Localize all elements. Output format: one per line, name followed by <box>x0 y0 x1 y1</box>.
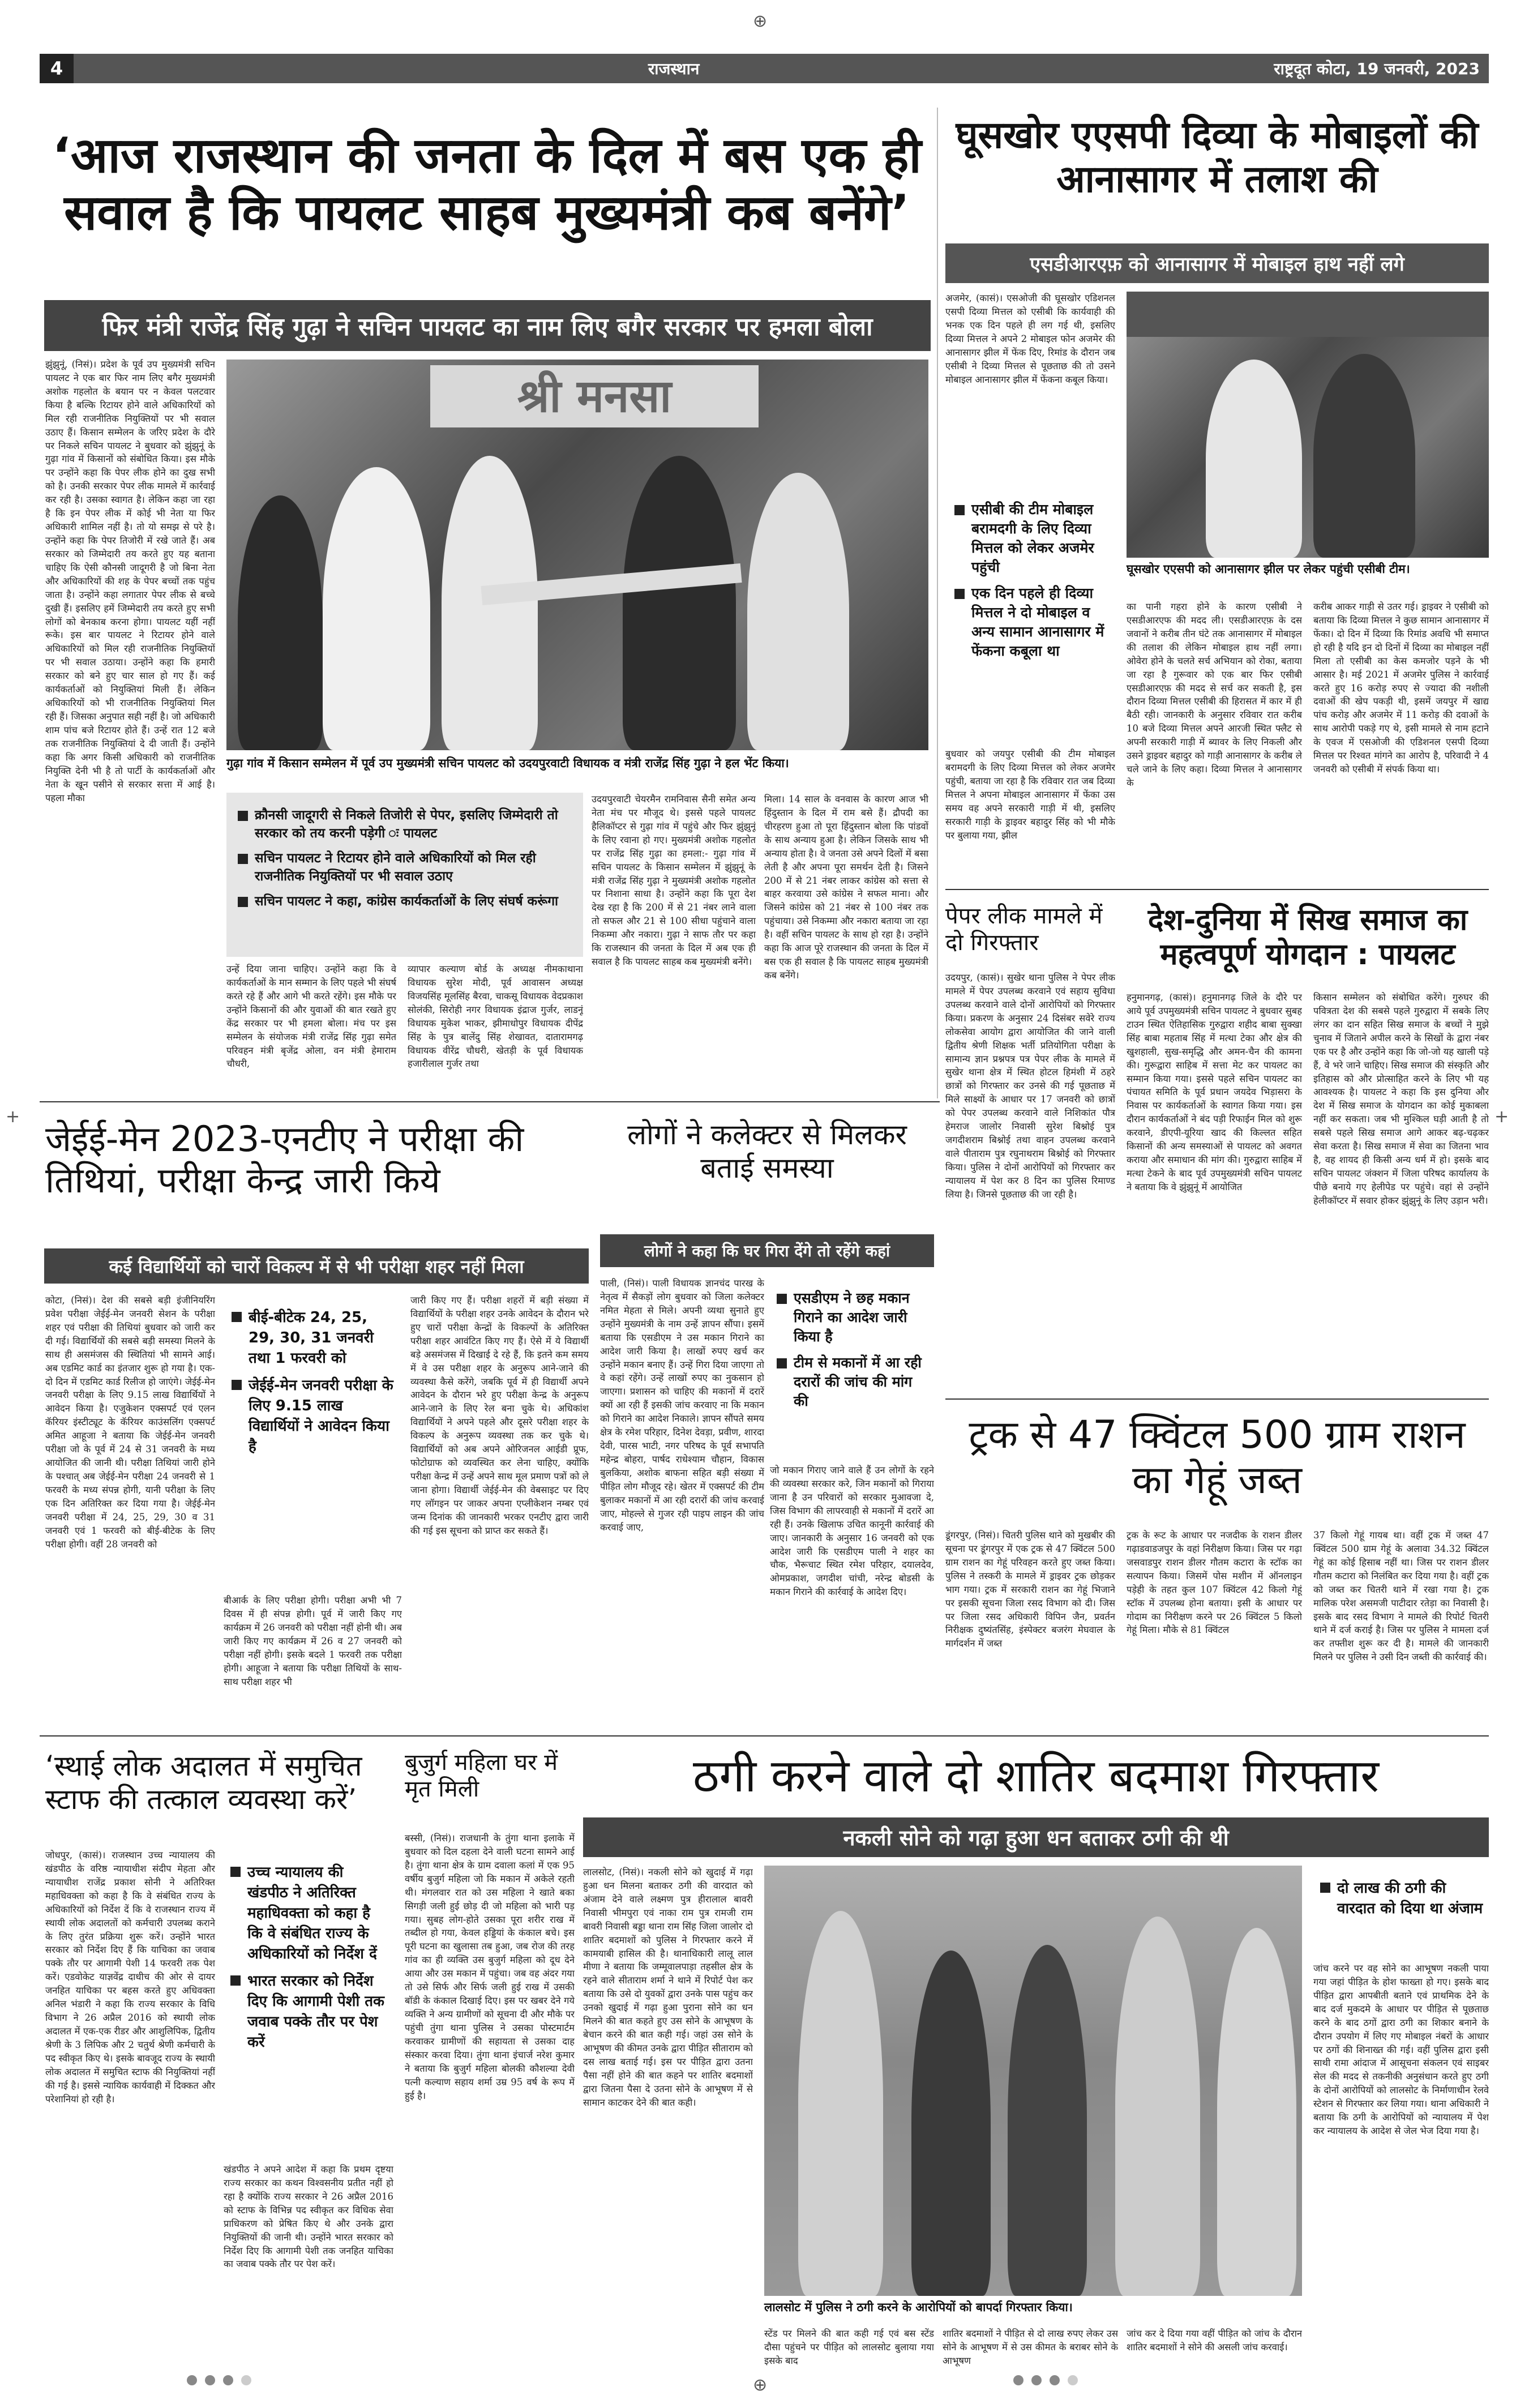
print-dots <box>1013 2375 1078 2385</box>
thagi-photo <box>764 1866 1302 2296</box>
wheat-headline: ट्रक से 47 क्विंटल 500 ग्राम राशन का गेहूं जब्त <box>969 1413 1466 1503</box>
divya-body-4: करीब आकर गाड़ी से उतर गई। ड्राइवर ने एसीबी को बताया कि दिव्या मित्तल ने कुछ सामान आनासागर में फेंका। दो दिन में दिव्या कि रिमांड अवधि भी समाप्त हो रही है यदि इन दो दिनों में दिव्या का मोबाइल नहीं मिला तो एसीबी का केस कमजोर पड़ने के भी आसार है। मई 2021 में अजमेर पुलिस ने कार्रवाई करते हुए 16 करोड़ रुपए से ज्यादा की नशीली दवाओं की खेप पकड़ी थी, इसमें जयपुर में खाद्य पांच करोड़ और अजमेर में 11 करोड़ की दवाओं के साथ आरोपी पकड़े गए थे, इसी मामले से नाम हटाने के एवज में एसओजी की एडिशनल एसपी दिव्या मित्तल पर रिश्वत मांगने का आरोप है, परिवादी ने 4 जनवरी को एसीबी में संपर्क किया था। <box>1313 601 1489 775</box>
highlight-item: क्रौनसी जादूगरी से निकले तिजोरी से पेपर, इसलिए जिम्मेदारी तो सरकार को तय करनी पड़ेगी ः पायलट <box>235 805 574 841</box>
highlight-item: टीम से मकानों में आ रही दरारों की जांच की मांग की <box>774 1353 930 1410</box>
jee-body-2: बीआर्क के लिए परीक्षा होगी। परीक्षा अभी भी 7 दिवस में ही संपन्न होगी। पूर्व में जारी किए गए कार्यक्रम में 26 जनवरी को परीक्षा नहीं होनी थी। अब जारी किए गए कार्यक्रम में 26 व 27 जनवरी को परीक्षा नहीं होगी। इसके बदले 1 फरवरी तक परीक्षा होगी। आहूजा ने बताया कि परीक्षा तिथियों के साथ-साथ परीक्षा शहर भी <box>224 1595 402 1687</box>
thagi-highlights <box>1313 1866 1489 1956</box>
jee-subhead: कई विद्यार्थियों को चारों विकल्प में से भी परीक्षा शहर नहीं मिला <box>44 1248 589 1284</box>
elderly-headline: बुजुर्ग महिला घर में मृत मिली <box>405 1750 558 1803</box>
edition-date: राष्ट्रदूत कोटा, 19 जनवरी, 2023 <box>1274 59 1480 78</box>
divya-highlights <box>945 487 1115 739</box>
divya-headline: घूसखोर एएसपी दिव्या के मोबाइलों की आनासागर में तलाश की <box>956 113 1479 201</box>
pilot-body-c4: मिला। 14 साल के वनवास के कारण आज भी हिंदुस्तान के दिल में राम बसे हैं। द्रौपदी का चीरहरण हुआ तो पूरा हिंदुस्तान बोला कि पांडवों के साथ अन्याय हुआ है। लेकिन जिसके साथ भी अन्याय होता है। वे जनता उसे अपने दिलों में बसा लेती है और अपना पूरा समर्थन देती है। जिसने 200 में से 21 नंबर लाकर कांग्रेस को सत्ता से बाहर करवाया उसे कांग्रेस ने सफल माना। और जिसने कांग्रेस को 21 नंबर से 100 नंबर तक पहुंचाया। उसे निकम्मा और नकारा बताया जा रहा है। वहीं सचिन पायलट के साथ हो रहा है। उन्होंने कहा कि आज पूरे राजस्थान की जनता के दिल में बस एक ही सवाल है कि पायलट साहब मुख्यमंत्री कब बनेंगे। <box>764 794 928 981</box>
divya-photo-caption: घूसखोर एएसपी को आनासागर झील पर लेकर पहुंची एसीबी टीम। <box>1127 562 1410 576</box>
sikh-headline: देश-दुनिया में सिख समाज का महत्वपूर्ण योगदान : पायलट <box>1147 903 1468 972</box>
pilot-subhead: फिर मंत्री राजेंद्र सिंह गुढ़ा ने सचिन पायलट का नाम लिए बगैर सरकार पर हमला बोला <box>44 300 931 351</box>
divya-body-3: का पानी गहरा होने के कारण एसीबी ने एसडीआरएफ की मदद ली। एसडीआरएफ़ के दस जवानों ने करीब तीन घंटे तक आनासागर में मोबाइल की तलाश की लेकिन मोबाइल हाथ नहीं लगा। ओवेरा होने के चलते सर्च अभियान को रोका, बताया जा रहा है गुरूवार को एक बार फिर एसीबी एसडीआरएफ़ की मदद से सर्च कर सकती है, इस दौरान दिव्या मित्तल एसीबी की हिरासत में कार में ही बैठी रही। जानकारी के अनुसार रविवार रात करीब 10 बजे दिव्या मित्तल अपने आरजी स्थित फ्लैट से अपनी सरकारी गाड़ी में ब्यावर के लिए निकली और उसने ड्राइवर बहादुर को गाड़ी आनासागर के करीब ले चले जाने के लिए कहा। दिव्या मित्तल ने आनासागर के <box>1127 601 1302 788</box>
lokadalat-body-1: जोधपुर, (कासं)। राजस्थान उच्च न्यायालय की खंडपीठ के वरिष्ठ न्यायाधीश संदीप मेहता और न्यायाधीश राजेंद्र प्रकाश सोनी ने अतिरिक्त महाधिवक्ता को कहा है कि वे संबंधित राज्य के अधिकारियों को निर्देश दें कि वे राजस्थान राज्य में स्थायी लोक अदालतों को कर्मचारी उपलब्ध कराने के लिए तुरंत प्रक्रिया शुरू करें। उन्होंने भारत सरकार को निर्देश दिए हैं कि याचिका का जवाब पक्के तौर पर आगामी पेशी 14 फरवरी तक पेश करें। एडवोकेट याज्ञवेंद्र दाधीच की ओर से दायर जनहित याचिका पर बहस करते हुए अधिवक्ता अनिल भंडारी ने कहा कि राज्य सरकार के विधि विभाग ने 26 अप्रैल 2016 को स्थायी लोक अदालत में एक-एक रीडर और आशुलिपिक, द्वितीय श्रेणी के 3 लिपिक और 2 चतुर्थ श्रेणी कर्मचारी के पद स्वीकृत किए थे। इसके बावजूद राज्य के स्थायी लोक अदालत में समुचित स्टाफ की नियुक्तियां नहीं की गई है। इससे न्यायिक कार्यवाही में दिक्कत और परेशानियां हो रही है। <box>45 1850 215 2105</box>
highlight-item: जेईई-मेन जनवरी परीक्षा के लिए 9.15 लाख विद्यार्थियों ने आवेदन किया है <box>229 1374 396 1456</box>
wheat-body-3: 37 किलो गेहूं गायब था। वहीं ट्रक में जब्त 47 क्विंटल 500 ग्राम गेहूं के अलावा 34.32 क्विंटल गेहूं का कोई हिसाब नहीं था। जिस पर राशन डीलर गौतम कटारा को निलंबित कर दिया गया है। वहीं ट्रक को जब्त कर चितरी थाने में रखा गया है। ट्रक मालिक परेश असमजी पाटीदार रतेड़ा का निवासी है। इसके बाद रसद विभाग ने मामले की रिपोर्ट चितरी थाने में दर्ज कराई है। जिस पर पुलिस ने मामला दर्ज कर तफ्तीश शुरू कर दी है। मामले की जानकारी मिलने पर पुलिस ने उसी दिन जब्ती की कार्रवाई की। <box>1313 1530 1489 1663</box>
lokadalat-highlights <box>224 1849 393 2157</box>
pilot-highlights <box>226 793 583 957</box>
wheat-body-1: डूंगरपुर, (निसं)। चितरी पुलिस थाने को मुखबीर की सूचना पर डूंगरपुर में एक ट्रक से 47 क्विंटल 500 ग्राम राशन का गेहूं परिवहन करते हुए जब्त किया। पुलिस ने तस्करी के मामले में ड्राइवर ट्रक छोड़कर भाग गया। ट्रक में सरकारी राशन का गेहूं भिजाने पर इसकी सूचना जिला रसद विभाग को दी। जिस पर जिला रसद अधिकारी विपिन जैन, प्रवर्तन निरीक्षक दुष्यंतसिंह, इंस्पेक्टर बजरंग मेघवाल के मार्गदर्शन में जब्त <box>945 1530 1115 1649</box>
highlight-item: सचिन पायलट ने कहा, कांग्रेस कार्यकर्ताओं के लिए संघर्ष करूंगा <box>235 891 574 909</box>
jee-headline: जेईई-मेन 2023-एनटीए ने परीक्षा की तिथियां, परीक्षा केन्द्र जारी किये <box>45 1118 524 1201</box>
thagi-photo-caption: लालसोट में पुलिस ने ठगी करने के आरोपियों को बापर्दा गिरफ्तार किया। <box>764 2300 1073 2314</box>
pilot-body-c1: उन्हें दिया जाना चाहिए। उन्होंने कहा कि वे कार्यकर्ताओं के मान सम्मान के लिए पहले भी संघर्ष करते रहे हैं और आगे भी करते रहेंगे। इस मौके पर उन्होंने किसानों की और युवाओं की बात रखते हुए केंद्र सरकार पर भी हमला बोला। मंच पर इस सम्मेलन के संयोजक मंत्री राजेंद्र सिंह गुढ़ा समेत परिवहन मंत्री बृजेंद्र ओला, वन मंत्री हेमाराम चौधरी, <box>226 964 396 1070</box>
divya-body-1: अजमेर, (कासं)। एसओजी की घूसखोर एडिशनल एसपी दिव्या मित्तल को एसीबी कि कार्यवाही की भनक एक दिन पहले ही लग गई थी, इसलिए दिव्या मित्तल ने अपने 2 मोबाइल फोन अजमेर की आनासागर झील में फेंक दिए, रिमांड के दौरान जब एसीबी ने दिव्या मित्तल से पूछताछ की तो उसने मोबाइल आनासागर झील में फेंकना कबूल किया। <box>945 293 1115 385</box>
sikh-body-2: किसान सम्मेलन को संबोधित करेंगे। गुरुघर की पवित्रता देश की सबसे पहले गुरुद्वारा में सबके लिए लंगर का दान सहित सिख समाज के बच्चों ने मुझे चुनाव में जिताने अपील करने के सिखों के द्वारा नंबर एक पर है और उन्होंने कहा कि जो-जो यह खाली पड़े हैं, वे भरे जाने चाहिए। सिख समाज की संस्कृति और इतिहास को और प्रोत्साहित करने के लिए भी यह आवश्यक है। पायलट ने कहा कि इस दुनिया और देश में सिख समाज के योगदान का कोई मुकाबला नहीं कर सकता। जब भी मुश्किल घड़ी आती है तो सबसे पहले सिख समाज आगे आकर बढ़-चढ़कर सेवा करता है। सिख समाज में सेवा का जितना भाव है, वह शायद ही किसी अन्य धर्म में हो। इसके बाद सचिन पायलट जंक्शन में जिला परिषद कार्यालय के पीछे बनाये गए हेलीपेड पर पहुंचे। वहां से उन्होंने हेलीकॉप्टर में सवार होकर झुंझुनूं के लिए उड़ान भरी। <box>1313 992 1489 1206</box>
highlight-item: उच्च न्यायालय की खंडपीठ ने अतिरिक्त महाधिवक्ता को कहा है कि वे संबंधित राज्य के अधिकारियों को निर्देश दें <box>228 1861 389 1963</box>
highlight-item: एसडीएम ने छह मकान गिराने का आदेश जारी किया है <box>774 1288 930 1346</box>
paperleak-headline: पेपर लीक मामले में दो गिरफ्तार <box>945 903 1103 956</box>
thagi-body-5: जांच कर दे दिया गया वहीं पीड़ित को जांच के दौरान शातिर बदमाशों ने सोने की असली जांच करवाई। <box>1127 2328 1302 2353</box>
thagi-headline: ठगी करने वाले दो शातिर बदमाश गिरफ्तार <box>693 1750 1379 1802</box>
thagi-subhead: नकली सोने को गढ़ा हुआ धन बताकर ठगी की थी <box>583 1817 1489 1857</box>
paperleak-body: उदयपुर, (कासं)। सुखेर थाना पुलिस ने पेपर लीक मामले में पेपर उपलब्ध करवाने एवं सहाय सुविधा उपलब्ध करवाने वाले दोनों आरोपियों को गिरफ्तार किया। प्रकरण के अनुसार 24 दिसंबर सवेरे राज्य लोकसेवा आयोग द्वारा आयोजित की जाने वाली द्वितीय श्रेणी शिक्षक भर्ती प्रतियोगिता परीक्षा के सामान्य ज्ञान प्रश्नपत्र पत्र पेपर लीक के मामले में सुखेर थाना क्षेत्र में स्थित होटल हिमंशी में ठहरे छात्रों को गिरफ्तार कर उनसे की गई पूछताछ में मिले साक्ष्यों के आधार पर 17 जनवरी को छात्रों को पेपर उपलब्ध करवाने वाले निशिकांत पौत्र हेमराज जालोर निवासी सुरेश बिश्नोई पुत्र जगदीशराम बिश्नोई तथा वाहन उपलब्ध करवाने वाले पीताराम पुत्र रघुनाथराम बिश्नोई को गिरफ्तार किया। पुलिस ने दोनों आरोपियों को गिरफ्तार कर न्यायालय में पेश कर 8 दिन का पुलिस रिमाण्ड लिया है। जिनसे पूछताछ की जा रही है। <box>945 972 1115 1200</box>
jee-highlights <box>224 1294 402 1588</box>
highlight-item: एसीबी की टीम मोबाइल बरामदगी के लिए दिव्या मित्तल को लेकर अजमेर पहुंची <box>952 499 1108 576</box>
collector-subhead: लोगों ने कहा कि घर गिरा देंगे तो रहेंगे कहां <box>600 1234 934 1267</box>
wheat-body-2: ट्रक के रूट के आधार पर नजदीक के राशन डीलर गढ़ाडवाडजपुर के वहां निरीक्षण किया। जिस पर गढ़ा जसवाडपुर राशन डीलर गौतम कटारा के स्टॉक का सत्यापन किया। जिसमें पोस मशीन में ऑनलाइन पड़ेही के तहत कुल 107 क्विंटल 42 किलो गेहूं स्टॉक में उपलब्ध होना बताया। इसी के आधार पर गोदाम का निरीक्षण करने पर 26 क्विंटल 5 किलो गेहूं मिला। मौके से 81 क्विंटल <box>1127 1530 1302 1636</box>
registration-mark: ⊕ <box>753 2375 768 2395</box>
pilot-body-left: झुंझुनूं, (निसं)। प्रदेश के पूर्व उप मुख्यमंत्री सचिन पायलट ने एक बार फिर नाम लिए बगैर मुख्यमंत्री अशोक गहलोत के बयान पर न केवल पलटवार किया है बल्कि रिटायर होने वाले अधिकारियों को मिल रही राजनीतिक नियुक्तियों पर भी सवाल उठाए हैं। किसान सम्मेलन के जरिए प्रदेश के दौरे पर निकले सचिन पायलट ने बुधवार को झुंझुनूं के गुढ़ा गांव में किसानों को संबोधित किया। इस मौके पर उन्होंने कहा कि पेपर लीक होने का दुख सभी को है। उनकी सरकार पेपर लीक मामले में कार्रवाई कर रही है। उसका स्वागत है। लेकिन कहा जा रहा है कि इन पेपर लीक में कोई भी नेता या फिर अधिकारी शामिल नहीं है। तो यो समझ से परे है। उन्होंने कहा कि पेपर तिजोरी में रखे जाते हैं। अब सरकार को जिम्मेदारी तय करते हुए यह बताना चाहिए कि ऐसी कौनसी जादूगरी है जो बिना नेता और अधिकारियों की शह के पेपर बच्चों तक पहुंच जाता है। उन्होंने कहा लगातार पेपर लीक से बच्चे दुखी हैं। इसलिए हमें जिम्मेदारी तय करते हुए सभी लोगों को बेनकाब करना होगा। पायलट यहीं नहीं रूके। इस बार पायलट ने रिटायर होने वाले अधिकारियों को मिल रही राजनीतिक नियुक्तियों पर भी सवाल उठाया। उन्होंने कहा कि हमारी सरकार को बने हुए चार साल हो गए हैं। कई कार्यकर्ताओं को नियुक्तियां मिली हैं। लेकिन अधिकारियों को भी राजनीतिक नियुक्तियां मिल रही हैं। जिसका अनुपात सही नहीं है। जो अधिकारी शाम पांच बजे रिटायर होते हैं। उन्हें रात 12 बजे तक राजनीतिक नियुक्तियां दे दी जाती हैं। उन्होंने कहा कि अगर किसी अधिकारी को राजनीतिक नियुक्ति देनी भी है तो पार्टी के कार्यकर्ताओं और नेता के खून पसीने से सरकार सत्ता में आई है। पहला मौका <box>45 359 215 803</box>
pilot-headline: ‘आज राजस्थान की जनता के दिल में बस एक ही सवाल है कि पायलट साहब मुख्यमंत्री कब बनेंगे’ <box>52 127 922 242</box>
sikh-body-1: हनुमानगढ़, (कासं)। हनुमानगढ़ जिले के दौरे पर आये पूर्व उपमुख्यमंत्री सचिन पायलट ने बुधवार सुबह टाउन स्थित ऐतिहासिक गुरुद्वारा शहीद बाबा सुक्खा सिंह बाबा महताब सिंह में मत्था टेका और क्षेत्र की खुशहाली, सुख-समृद्धि और अमन-चैन की कामना की। गुरूद्वारा साहिब में सत्ता मेट कर पायलट का सम्मान किया गया। इससे पहले सचिन पायलट का पंचायत समिति के पूर्व प्रधान जयदेव भिड़ासरा के निवास पर कार्यकर्ताओं के स्वागत किया गया। इस दौरान कार्यकर्ताओं ने बंद पड़ी रिफाईन मिल को शुरू करवाने, डीएपी-यूरिया खाद की किल्लत सहित किसानों की अन्य समस्याओं से पायलट को अवगत कराया और समाधान की मांग की। गुरुद्वारा साहिब में मत्था टेकने के बाद पूर्व उपमुख्यमंत्री सचिन पायलट ने बताया कि वे झुंझुनूं में आयोजित <box>1127 992 1302 1192</box>
registration-mark: ⊕ <box>753 11 768 31</box>
thagi-body-3: स्टेंड पर मिलने की बात कही गई एवं बस स्टेंड दौसा पहुंचने पर पीड़ित को लालसोट बुलाया गया इसके बाद <box>764 2328 934 2366</box>
print-dots <box>187 2375 251 2385</box>
collector-body-1: पाली, (निसं)। पाली विधायक ज्ञानचंद पारख के नेतृत्व में सैकड़ों लोग बुधवार को जिला कलेक्टर नमित मेहता से मिले। अपनी व्यथा सुनाते हुए उन्होंने मुख्यमंत्री के नाम उन्हें ज्ञापन सौंपा। इसमें बताया कि एसडीएम ने उस मकान गिराने का आदेश जारी किया है। लाखों रुपए खर्च कर उन्होंने मकान बनाए हैं। उन्हें गिरा दिया जाएगा तो वे कहां रहेंगे। उन्हें लाखों रुपए का नुकसान हो जाएगा। प्रशासन को चाहिए की मकानों में दरारें क्यों आ रही हैं इसकी जांच करवाए ना कि मकान को गिराने का आदेश निकाले। ज्ञापन सौंपते समय क्षेत्र के रमेश परिहार, दिनेश देवड़ा, प्रवीण, शारदा देवी, पारस भाटी, नगर परिषद के पूर्व सभापति महेन्द्र बोहरा, पार्षद राधेश्याम चौहान, विकास बुलकिया, अशोक बाफना सहित बड़ी संख्या में पीड़ित लोग मौजूद रहे। खेतर में एक्सपर्ट की टीम बुलाकर मकानों में आ रही दरारों की जांच करवाई जाए, मोहल्ले से गुजर रही पाइप लाइन की जांच करवाई जाए, <box>600 1278 764 1533</box>
jee-body-3: जारी किए गए हैं। परीक्षा शहरों में बड़ी संख्या में विद्यार्थियों के परीक्षा शहर उनके आवेदन के दौरान भरे हुए चारों परीक्षा केन्द्रों के विकल्पों के अतिरिक्त परीक्षा शहर आवंटित किए गए हैं। ऐसे में ये विद्यार्थी बड़े असमंजस में दिखाई दे रहे हैं, कि इतने कम समय में वे उस परीक्षा शहर के अनुरूप आने-जाने की व्यवस्था कैसे करेंगे, जबकि पूर्व में ही विद्यार्थी अपने आवेदन के दौरान भरे हुए परीक्षा केन्द्र के अनुरूप आने-जाने के लिए रेल बना चुके थे। अधिकांश विद्यार्थियों ने अपने पहले और दूसरे परीक्षा शहर के विकल्प के अनुरूप व्यवस्था तक कर चुके थे। विद्यार्थियों को अब अपने ओरिजनल आईडी प्रूफ, फोटोग्राफ को व्यवस्थित कर लेना चाहिए, क्योंकि परीक्षा केन्द्र में उन्हें अपने साथ मूल प्रमाण पत्रों को ले जाना होगा। विद्यार्थी जेईई-मेन की वेबसाइट पर दिए गए लॉगइन पर जाकर अपना एप्लीकेशन नम्बर एवं जन्म दिनांक की जानकारी भरकर एनटीए द्वारा जारी की गई इस सूचना को प्राप्त कर सकते हैं। <box>410 1295 589 1536</box>
page-number: 4 <box>40 54 74 83</box>
section-name: राजस्थान <box>648 59 700 78</box>
jee-body-1: कोटा, (निसं)। देश की सबसे बड़ी इंजीनियरिंग प्रवेश परीक्षा जेईई-मेन जनवरी सेशन के परीक्षा शहर एवं परीक्षा की तिथियां बुधवार को जारी कर दी गई। विद्यार्थियों की सबसे बड़ी समस्या मिलने के साथ ही असमंजस की स्थितियां भी सामने आई। अब एडमिट कार्ड का इंतजार शुरू हो गया है। एक-दो दिन में एडमिट कार्ड रिलीज हो जाएंगे। जेईई-मेन जनवरी परीक्षा के लिए 9.15 लाख विद्यार्थियों ने आवेदन किया है। एजुकेशन एक्सपर्ट एवं एलन कॅरियर इंस्टीट्यूट के कॅरियर काउंसलिंग एक्सपर्ट अमित आहूजा ने बताया कि जेईई-मेन जनवरी परीक्षा जो के पूर्व में 24 से 31 जनवरी के मध्य आयोजित की जानी थी। परीक्षा तिथियां जारी होने के पश्चात् अब जेईई-मेन परीक्षा 24 जनवरी से 1 फरवरी के मध्य संपन्न होगी, यानी परीक्षा के लिए एक दिन अतिरिक्त कर दिया गया है। जेईई-मेन जनवरी परीक्षा में 24, 25, 29, 30 व 31 जनवरी एवं 1 फरवरी को बीई-बीटेक के लिए परीक्षा होगी। वहीं 28 जनवरी को <box>45 1295 215 1550</box>
pilot-body-c2: व्यापार कल्याण बोर्ड के अध्यक्ष नीमकाथाना विधायक सुरेश मोदी, पूर्व आवासन अध्यक्ष विजयसिंह मूलसिंह बैरवा, चाकसू विधायक वेदप्रकाश सोलंकी, सिरोही नगर विधायक इंद्राज गुर्जर, लाडनूं विधायक मुकेश भाकर, झीमाधोपुर विधायक दीपेंद्र सिंह के पुत्र बालेंदु सिंह शेखावत, दातारामगढ़ विधायक वीरेंद्र चौधरी, खेतड़ी के पूर्व विधायक हजारीलाल गुर्जर तथा <box>408 964 583 1070</box>
highlight-item: भारत सरकार को निर्देश दिए कि आगामी पेशी तक जवाब पक्के तौर पर पेश करें <box>228 1970 389 2051</box>
thagi-body-4: शातिर बदमाशों ने पीड़ित से दो लाख रुपए लेकर उस सोने के आभूषण में से उस कीमत के बराबर सोने के आभूषण <box>943 2328 1118 2366</box>
lokadalat-headline: ‘स्थाई लोक अदालत में समुचित स्टाफ की तत्काल व्यवस्था करें’ <box>45 1750 362 1816</box>
lokadalat-body-2: खंडपीठ ने अपने आदेश में कहा कि प्रथम दृष्टया राज्य सरकार का कथन विश्वसनीय प्रतीत नहीं हो रहा है क्योंकि राज्य सरकार ने 26 अप्रैल 2016 को स्टाफ के विभिन्न पद स्वीकृत कर विधिक सेवा प्राधिकरण को प्रेषित किए थे और उनके द्वारा नियुक्तियों की जानी थी। उन्होंने भारत सरकार को निर्देश दिए कि आगामी पेशी तक जनहित याचिका का जवाब पक्के तौर पर पेश करें। <box>224 2164 393 2270</box>
pilot-photo-caption: गुढ़ा गांव में किसान सम्मेलन में पूर्व उप मुख्यमंत्री सचिन पायलट को उदयपुरवाटी विधायक व मंत्री राजेंद्र सिंह गुढ़ा ने हल भेंट किया। <box>226 756 789 770</box>
pilot-body-c3: उदयपुरवाटी चेयरमैन रामनिवास सैनी समेत अन्य नेता मंच पर मौजूद थे। इससे पहले पायलट हैलिकॉप्टर से गुढ़ा गांव में पहुंचे और फिर झुंझुनूं के लिए रवाना हो गए। मुख्यमंत्री अशोक गहलोत पर राजेंद्र सिंह गुढ़ा का हमला:- गुढ़ा गांव में सचिन पायलट के किसान सम्मेलन में झुंझुनूं के मंत्री राजेंद्र सिंह गुढ़ा ने मुख्यमंत्री अशोक गहलोत पर निशाना साधा है। उन्होंने कहा कि पूरा देश देख रहा है कि 200 में से 21 नंबर लाने वाला तो सफल और 21 से 100 सीधा पहुंचाने वाला निकम्मा और नकारा। गुढ़ा ने साफ तौर पर कहा कि राजस्थान की जनता के दिल में अब एक ही सवाल है कि पायलट साहब कब मुख्यमंत्री बनेंगे। <box>592 794 756 968</box>
pilot-photo <box>226 360 928 750</box>
divya-body-2: बुधवार को जयपुर एसीबी की टीम मोबाइल बरामदगी के लिए दिव्या मित्तल को लेकर अजमेर पहुंची, बताया जा रहा है कि रविवार रात जब दिव्या मित्तल ने अपना मोबाइल आनासागर में फेंका उस समय वह अपने सरकारी गाड़ी में थी, इसलिए सरकारी गाड़ी के ड्राइवर बहादुर सिंह को भी मौके पर बुलाया गया, झील <box>945 749 1115 841</box>
highlight-item: एक दिन पहले ही दिव्या मित्तल ने दो मोबाइल व अन्य सामान आनासागर में फेंकना कबूला था <box>952 583 1108 660</box>
thagi-body-2: जांच करने पर वह सोने का आभूषण नकली पाया गया जहां पीड़ित के होश फाख्ता हो गए। इसके बाद पीड़ित द्वारा आपबीती बताने एवं प्राथमिक देने के बाद दर्ज मुकदमे के आधार पर पीड़ित से पूछताछ करने के बाद ठगों द्वारा ठगी का शिकार बनाने के दौरान उपयोग में लिए गए मोबाइल नंबरों के आधार पर ठगों की शिनाख्त की गई। वहीं पुलिस द्वारा इसी साथी रामा आंदाज में आसूचना संकलन एवं साइबर सेल की मदद से तकनीकी अनुसंधान करते हुए ठगी के दोनों आरोपियों को लालसोट के निर्माणाधीन रेलवे स्टेशन से गिरफ्तार कर लिया गया। थाना अधिकारी ने बताया कि ठगी के आरोपियों को न्यायालय में पेश कर न्यायालय के आदेश से जेल भेज दिया गया है। <box>1313 1963 1489 2137</box>
registration-mark: + <box>1494 1107 1509 1127</box>
elderly-body: बस्सी, (निसं)। राजधानी के तुंगा थाना इलाके में बुधवार को दिल दहला देने वाली घटना सामने आई है। तुंगा थाना क्षेत्र के ग्राम दवाला कलां में एक 95 वर्षीय बुजुर्ग महिला जो कि मकान में अकेले रहती थी। मंगलवार रात को उस महिला ने खाते बका सिगड़ी जली हुई छोड़ दी जो महिला को भारी पड़ गया। सुबह लोग-होते उसका पूरा शरीर राख में तब्दील हो गया, केवल हड्डियां के कंकाल बचे। इस पूरी घटना का खुलासा तब हुआ, जब रोज की तरह गांव का ही व्यक्ति उस बुजुर्ग महिला को दूध देने आया और उस मकान में पहुंचा। जब वह अंदर गया तो उसे सिर्फ और सिर्फ जली हुई राख में उसकी बॉडी के कंकाल दिखाई दिए। इस पर खबर देने गये व्यक्ति ने अन्य ग्रामीणों को सूचना दी और मौके पर पहुंची तुंगा थाना पुलिस ने उसका पोस्टमार्टम करवाकर ग्रामीणों की सहायता से उसका दाह संस्कार करवा दिया। तुंगा थाना इंचार्ज नरेश कुमार ने बताया कि बुजुर्ग महिला बोलकी कौशल्या देवी पत्नी कल्याण सहाय शर्मा उम्र 95 वर्ष के रूप में हुई है। <box>405 1833 575 2101</box>
thagi-body-1: लालसोट, (निसं)। नकली सोने को खुदाई में गढ़ा हुआ धन मिलना बताकर ठगी की वारदात को अंजाम देने वाले लक्ष्मण पुत्र हीरालाल बावरी निवासी भीमपुरा एवं नाका राम पुत्र रामजी राम बावरी निवासी बड्डा थाना राम सिंह जिला जालोर दो शातिर बदमाशों को पुलिस ने गिरफ्तार करने में कामयाबी हासिल की है। थानाधिकारी लालू लाल मीणा ने बताया कि जम्मूवालपाड़ा तहसील क्षेत्र के रहने वाले सीताराम शर्मा ने थाने में रिपोर्ट पेश कर बताया कि उसे दो युवकों द्वारा उनके पास पहुंच कर उनको खुदाई में गढ़ा हुआ पुराना सोने का धन मिलने की बात कहते हुए उस सोने के आभूषण के बेचान करने की बात कही गई। जहां उस सोने के आभूषण की कीमत उनके द्वारा पीड़ित सीताराम को दस लाख बताई गई। इस पर पीड़ित द्वारा उतना पैसा नहीं होने की बात कहने पर शातिर बदमाशों द्वारा जितना पैसा दे उतना सोने के आभूषण में से सामान काटकर देने की बात कही। <box>583 1867 753 2108</box>
photo-banner-text: श्री मनसा <box>430 365 759 427</box>
collector-body-2: जो मकान गिराए जाने वाले हैं उन लोगों के रहने की व्यवस्था सरकार करे, जिन मकानों को गिराया जाना है उन परिवारों को सरकार मुआवजा दे, जिस विभाग की लापरवाही से मकानों में दरारें आ रही हैं। उनके खिलाफ उचित कानूनी कार्रवाई की जाए। जानकारी के अनुसार 16 जनवरी को एक आदेश जारी कि एसडीएम पाली ने शहर का चौक, भैरूचाट स्थित रमेश परिहार, दयालदेव, ओमप्रकाश, जगदीश चांची, नरेन्द्र बोडसी के मकान गिराने की कार्रवाई के आदेश दिए। <box>770 1465 934 1598</box>
collector-headline: लोगों ने कलेक्टर से मिलकर बताई समस्या <box>627 1118 907 1184</box>
masthead <box>40 54 1489 83</box>
divya-photo <box>1127 292 1489 558</box>
highlight-item: दो लाख की ठगी की वारदात को दिया था अंजाम <box>1318 1877 1484 1918</box>
highlight-item: बीई-बीटेक 24, 25, 29, 30, 31 जनवरी तथा 1 फरवरी को <box>229 1306 396 1367</box>
divya-subhead: एसडीआरएफ़ को आनासागर में मोबाइल हाथ नहीं लगे <box>945 243 1489 283</box>
collector-highlights <box>770 1277 934 1458</box>
highlight-item: सचिन पायलट ने रिटायर होने वाले अधिकारियों को मिल रही राजनीतिक नियुक्तियों पर भी सवाल उठाए <box>235 848 574 884</box>
registration-mark: + <box>6 1107 20 1127</box>
